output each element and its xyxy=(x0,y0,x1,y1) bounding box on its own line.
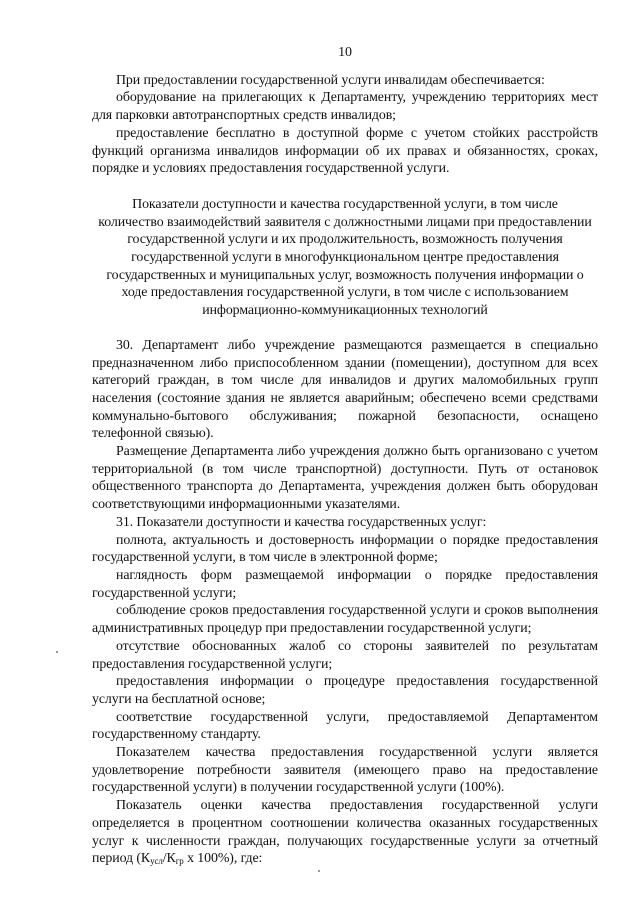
section1-intro: При предоставлении государственной услуги инвалидам обеспечивается: xyxy=(116,72,545,88)
document-page xyxy=(92,44,598,871)
indicator-item: отсутствие обоснованных жалоб со стороны заявителей по результатам предоставления государственной услуги; xyxy=(92,638,598,672)
quality-indicator: Показателем качества предоставления государственной услуги является удовлетворение потребности заявителя (имеющего право на предоставление государственной услуги) в получении государственной услуги (100%). xyxy=(92,745,598,796)
paragraph-30: 30. Департамент либо учреждение размещаются размещается в специально предназначенном либо приспособленном здании (помещении), доступном для всех категорий граждан, в том числе для инвалидов и других маломобильных групп населения (состояние здания не является аварийным; обеспечено всеми средствами коммунально-бытового обслуживания; пожарной безопасности, оснащено телефонной связью). xyxy=(92,337,598,442)
scan-speck xyxy=(56,651,58,653)
formula-open: (К xyxy=(136,851,151,867)
indicator-item: наглядность форм размещаемой информации о порядке предоставления государственной услуги; xyxy=(92,567,598,601)
section1-item-parking: оборудование на прилегающих к Департаменту, учреждению территориях мест для парковки автотранспортных средств инвалидов; xyxy=(92,90,598,124)
assessment-text: Показатель оценки качества предоставления государственной услуги определяется в процентном соотношении количества оказанных государственных услуг к численности граждан, получающих государственные услуги за отчетный период xyxy=(92,798,598,867)
assessment-formula xyxy=(136,851,262,866)
section1-item-information: предоставление бесплатно в доступной форме с учетом стойких расстройств функций организма инвалидов информации об их правах и обязанностях, сроках, порядке и условиях предоставления государственной услуги. xyxy=(92,125,598,177)
indicator-item: соблюдение сроков предоставления государственной услуги и сроков выполнения административных процедур при предоставлении государственной услуги; xyxy=(92,603,598,637)
assessment-indicator xyxy=(92,797,598,871)
indicator-item: полнота, актуальность и достоверность информации о порядке предоставления государственной услуги, в том числе в электронной форме; xyxy=(92,532,598,566)
page-number: 10 xyxy=(338,45,352,60)
formula-subscript-citizens: гр xyxy=(175,856,184,867)
paragraph-30-placement: Размещение Департамента либо учреждения должно быть организовано с учетом территориальной (в том числе транспортной) доступности. Путь от остановок общественного транспорта до Департамента, учреждения должен быть оборудован соответствующими информационными указателями. xyxy=(92,444,598,513)
formula-subscript-services: усл xyxy=(150,856,163,867)
paragraph-31-intro: 31. Показатели доступности и качества государственных услуг: xyxy=(116,514,487,530)
formula-close: х 100%), где: xyxy=(183,851,263,867)
section-heading: Показатели доступности и качества государственной услуги, в том числе количество взаимодействий заявителя с должностными лицами при предоставлении государственной услуги и их продолжительность, возможность получения государственной услуги в многофункциональном центре предоставления государственных и муниципальных услуг, возможность получения информации о ходе предоставления государственной услуги, в том числе с использованием информационно-коммуникационных технологий xyxy=(98,196,592,319)
scan-speck xyxy=(318,870,320,872)
indicator-item: предоставления информации о процедуре предоставления государственной услуги на бесплатной основе; xyxy=(92,674,598,707)
indicator-item: соответствие государственной услуги, предоставляемой Департаментом государственному стандарту. xyxy=(92,709,598,743)
formula-slash: /К xyxy=(162,851,176,867)
